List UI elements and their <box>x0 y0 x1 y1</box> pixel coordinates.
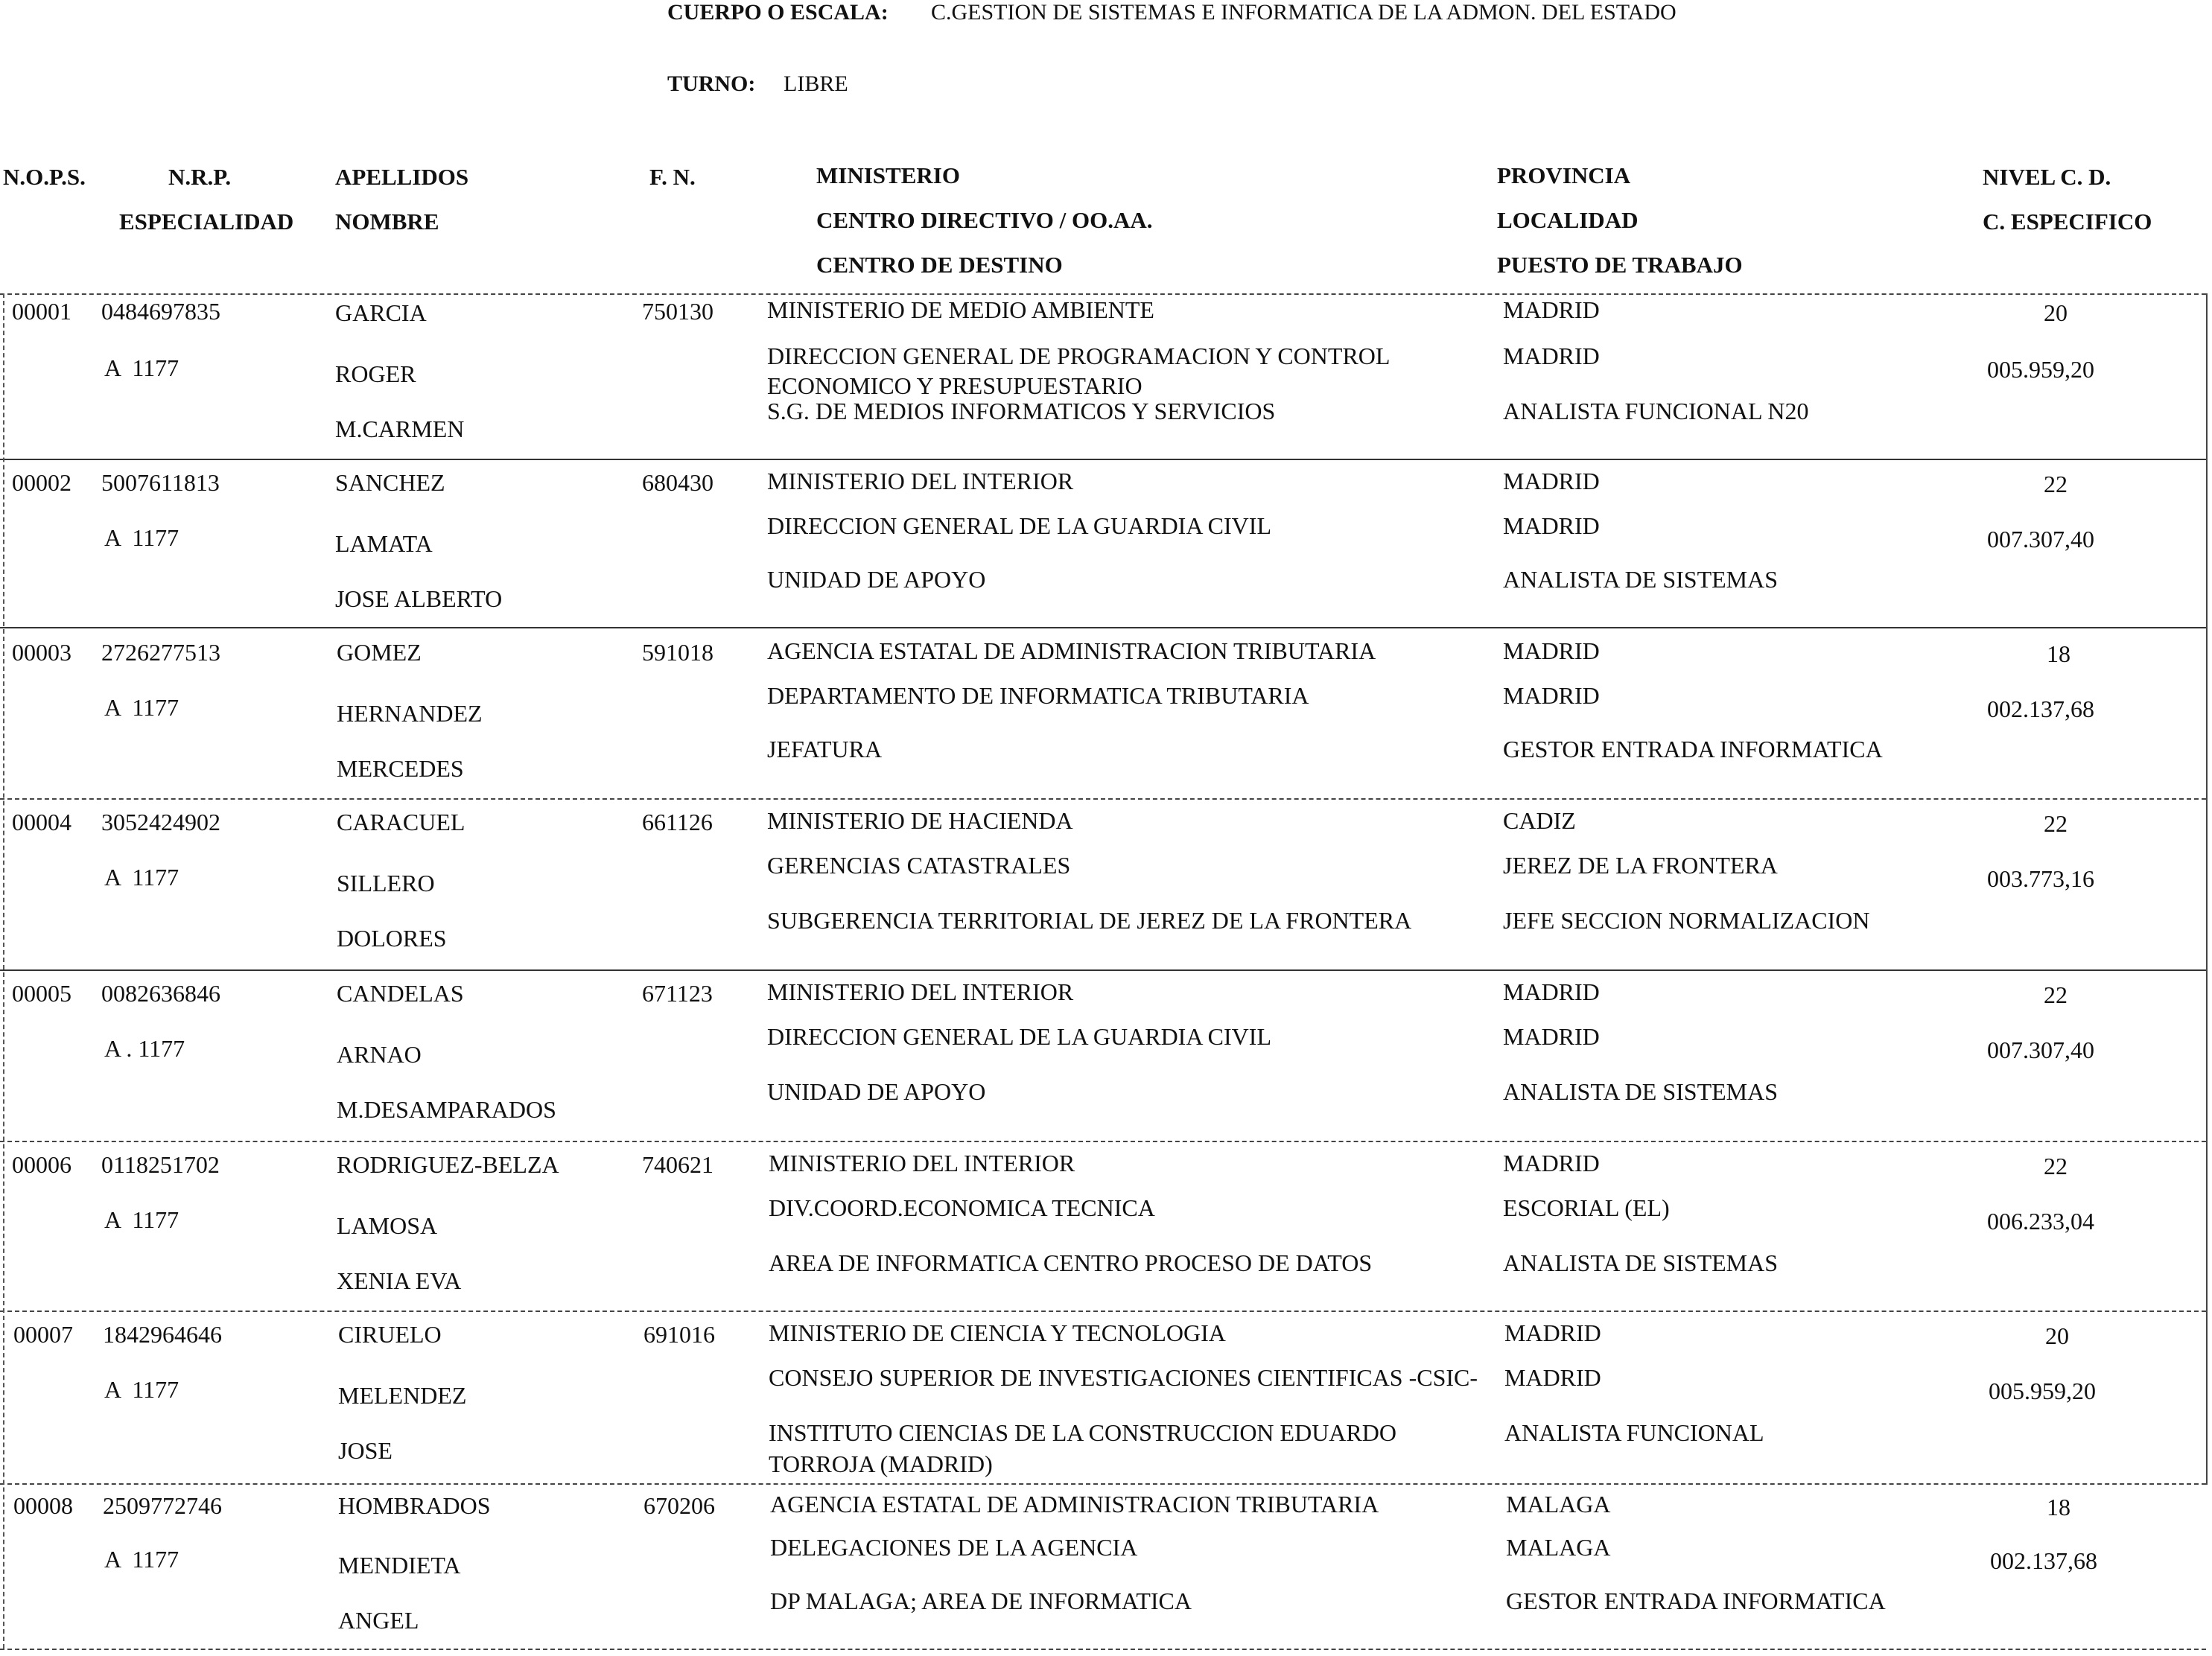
cell-centro-destino: INSTITUTO CIENCIAS DE LA CONSTRUCCION EDUARDO <box>769 1419 1396 1446</box>
cell-especifico: 005.959,20 <box>1989 1378 2096 1404</box>
row-separator <box>0 1141 2206 1142</box>
cuerpo-label: CUERPO O ESCALA: <box>667 0 889 25</box>
col-nops: N.O.P.S. <box>3 164 86 190</box>
cell-apellido1: GARCIA <box>335 299 427 326</box>
col-puesto: PUESTO DE TRABAJO <box>1497 252 1743 278</box>
cell-nivel: 22 <box>2044 471 2068 497</box>
cell-centro-destino: S.G. DE MEDIOS INFORMATICOS Y SERVICIOS <box>767 398 1276 424</box>
table-left-border <box>3 293 4 1649</box>
cell-especialidad: A 1177 <box>104 1546 179 1573</box>
cell-nombre: M.CARMEN <box>335 415 465 442</box>
cell-especialidad: A . 1177 <box>104 1035 185 1062</box>
cell-centro-destino: AREA DE INFORMATICA CENTRO PROCESO DE DATOS <box>769 1249 1373 1276</box>
row-separator <box>0 1483 2206 1485</box>
cell-provincia: MADRID <box>1503 468 1600 494</box>
row-separator <box>0 798 2206 800</box>
cell-apellido2: MENDIETA <box>338 1552 461 1579</box>
cell-nrp: 0118251702 <box>101 1151 220 1178</box>
cuerpo-value: C.GESTION DE SISTEMAS E INFORMATICA DE LA ADMON. DEL ESTADO <box>931 0 1677 25</box>
cell-localidad: MADRID <box>1503 1023 1600 1050</box>
cell-centro-directivo-2: ECONOMICO Y PRESUPUESTARIO <box>767 372 1142 399</box>
cell-provincia: MADRID <box>1503 296 1600 323</box>
cell-centro-directivo: CONSEJO SUPERIOR DE INVESTIGACIONES CIENTIFICAS -CSIC- <box>769 1364 1478 1391</box>
cell-centro-directivo: DIRECCION GENERAL DE LA GUARDIA CIVIL <box>767 1023 1271 1050</box>
cell-apellido1: RODRIGUEZ-BELZA <box>337 1151 559 1178</box>
cell-puesto: ANALISTA FUNCIONAL N20 <box>1503 398 1809 424</box>
cell-localidad: JEREZ DE LA FRONTERA <box>1503 852 1778 879</box>
cell-centro-destino: SUBGERENCIA TERRITORIAL DE JEREZ DE LA FRONTERA <box>767 907 1412 934</box>
cell-puesto: GESTOR ENTRADA INFORMATICA <box>1506 1587 1886 1614</box>
cell-nombre: M.DESAMPARADOS <box>337 1096 556 1123</box>
cell-nombre: DOLORES <box>337 925 447 952</box>
cell-centro-directivo: DIRECCION GENERAL DE PROGRAMACION Y CONTROL <box>767 343 1391 369</box>
cell-especifico: 003.773,16 <box>1987 865 2094 892</box>
cell-nrp: 3052424902 <box>101 809 220 835</box>
cell-fn: 670206 <box>643 1492 715 1519</box>
cell-fn: 591018 <box>642 639 714 666</box>
cell-provincia: MADRID <box>1503 637 1600 664</box>
cell-localidad: MADRID <box>1503 512 1600 539</box>
cell-especialidad: A 1177 <box>104 1376 179 1403</box>
col-especialidad: ESPECIALIDAD <box>119 208 294 235</box>
row-separator <box>0 1311 2206 1312</box>
cell-fn: 680430 <box>642 469 714 496</box>
col-nombre: NOMBRE <box>335 208 439 235</box>
cell-nrp: 2726277513 <box>101 639 220 666</box>
cell-fn: 740621 <box>642 1151 714 1178</box>
cell-apellido2: LAMOSA <box>337 1212 438 1239</box>
turno-value: LIBRE <box>784 71 848 96</box>
cell-centro-destino: DP MALAGA; AREA DE INFORMATICA <box>770 1587 1192 1614</box>
row-separator <box>0 1649 2206 1650</box>
cell-localidad: ESCORIAL (EL) <box>1503 1194 1670 1221</box>
table-right-border <box>2206 293 2208 1485</box>
cell-nivel: 18 <box>2047 1494 2070 1520</box>
cell-nops: 00004 <box>12 809 71 835</box>
cell-apellido1: SANCHEZ <box>335 469 445 496</box>
cell-apellido2: ARNAO <box>337 1041 422 1068</box>
cell-centro-directivo: DELEGACIONES DE LA AGENCIA <box>770 1534 1138 1561</box>
cell-apellido2: LAMATA <box>335 530 433 557</box>
cell-nops: 00005 <box>12 980 71 1007</box>
row-separator <box>0 293 2206 295</box>
cell-nops: 00003 <box>12 639 71 666</box>
col-provincia: PROVINCIA <box>1497 162 1631 188</box>
cell-provincia: MADRID <box>1504 1319 1601 1346</box>
cell-fn: 671123 <box>642 980 713 1007</box>
cell-especialidad: A 1177 <box>104 354 179 381</box>
cell-ministerio: MINISTERIO DEL INTERIOR <box>767 468 1074 494</box>
col-centro-destino: CENTRO DE DESTINO <box>816 252 1063 278</box>
cell-provincia: CADIZ <box>1503 807 1576 834</box>
cell-nivel: 22 <box>2044 810 2068 837</box>
cell-ministerio: MINISTERIO DEL INTERIOR <box>767 978 1074 1005</box>
cell-nivel: 22 <box>2044 981 2068 1008</box>
cell-nops: 00006 <box>12 1151 71 1178</box>
cell-localidad: MADRID <box>1503 682 1600 709</box>
col-fn: F. N. <box>649 164 696 190</box>
cell-nops: 00001 <box>12 298 71 325</box>
row-separator <box>0 969 2206 971</box>
cell-apellido2: ROGER <box>335 360 416 387</box>
cell-centro-directivo: DEPARTAMENTO DE INFORMATICA TRIBUTARIA <box>767 682 1309 709</box>
cell-nops: 00007 <box>13 1321 73 1348</box>
cell-nombre: JOSE ALBERTO <box>335 585 503 612</box>
cell-puesto: ANALISTA DE SISTEMAS <box>1503 566 1779 593</box>
cell-localidad: MADRID <box>1504 1364 1601 1391</box>
cell-fn: 750130 <box>642 298 714 325</box>
cell-fn: 661126 <box>642 809 713 835</box>
cell-nombre: ANGEL <box>338 1607 419 1634</box>
cell-nrp: 2509772746 <box>103 1492 222 1519</box>
cell-centro-destino: JEFATURA <box>767 736 883 762</box>
cell-nops: 00002 <box>12 469 71 496</box>
cell-apellido2: SILLERO <box>337 870 435 897</box>
cell-puesto: JEFE SECCION NORMALIZACION <box>1503 907 1870 934</box>
cell-especialidad: A 1177 <box>104 524 179 551</box>
cell-nombre: XENIA EVA <box>337 1267 462 1294</box>
cell-nivel: 20 <box>2044 299 2068 326</box>
cell-ministerio: MINISTERIO DE MEDIO AMBIENTE <box>767 296 1154 323</box>
cell-puesto: ANALISTA DE SISTEMAS <box>1503 1249 1779 1276</box>
cell-localidad: MADRID <box>1503 343 1600 369</box>
cell-centro-destino: UNIDAD DE APOYO <box>767 1078 986 1105</box>
cell-especifico: 006.233,04 <box>1987 1208 2094 1235</box>
cell-nrp: 0484697835 <box>101 298 220 325</box>
col-nivel: NIVEL C. D. <box>1983 164 2111 190</box>
cell-especifico: 002.137,68 <box>1987 695 2094 722</box>
cell-ministerio: AGENCIA ESTATAL DE ADMINISTRACION TRIBUTARIA <box>767 637 1376 664</box>
cell-especialidad: A 1177 <box>104 694 179 721</box>
cell-apellido1: CIRUELO <box>338 1321 442 1348</box>
cell-nrp: 0082636846 <box>101 980 220 1007</box>
cell-centro-directivo: DIRECCION GENERAL DE LA GUARDIA CIVIL <box>767 512 1271 539</box>
cell-ministerio: MINISTERIO DEL INTERIOR <box>769 1150 1075 1176</box>
col-nrp: N.R.P. <box>168 164 232 190</box>
cell-centro-destino: UNIDAD DE APOYO <box>767 566 986 593</box>
cell-puesto: ANALISTA DE SISTEMAS <box>1503 1078 1779 1105</box>
cell-nrp: 5007611813 <box>101 469 220 496</box>
cell-provincia: MADRID <box>1503 978 1600 1005</box>
cell-localidad: MALAGA <box>1506 1534 1611 1561</box>
cell-especifico: 005.959,20 <box>1987 356 2094 383</box>
cell-nombre: MERCEDES <box>337 755 464 782</box>
cell-nivel: 22 <box>2044 1153 2068 1179</box>
cell-nivel: 18 <box>2047 640 2070 667</box>
cell-centro-destino-2: TORROJA (MADRID) <box>769 1450 993 1477</box>
cell-especifico: 007.307,40 <box>1987 526 2094 552</box>
cell-apellido2: MELENDEZ <box>338 1382 467 1409</box>
col-especifico: C. ESPECIFICO <box>1983 208 2152 235</box>
col-ministerio: MINISTERIO <box>816 162 960 188</box>
cell-nrp: 1842964646 <box>103 1321 222 1348</box>
row-separator <box>0 459 2206 460</box>
cell-nombre: JOSE <box>338 1437 392 1464</box>
cell-ministerio: AGENCIA ESTATAL DE ADMINISTRACION TRIBUTARIA <box>770 1491 1379 1518</box>
cell-especifico: 002.137,68 <box>1990 1547 2097 1574</box>
cell-apellido1: CARACUEL <box>337 809 465 835</box>
cell-provincia: MALAGA <box>1506 1491 1611 1518</box>
cell-apellido1: GOMEZ <box>337 639 422 666</box>
cell-apellido1: HOMBRADOS <box>338 1492 491 1519</box>
cell-especifico: 007.307,40 <box>1987 1036 2094 1063</box>
cell-fn: 691016 <box>643 1321 715 1348</box>
cell-puesto: ANALISTA FUNCIONAL <box>1504 1419 1764 1446</box>
cell-ministerio: MINISTERIO DE HACIENDA <box>767 807 1073 834</box>
cell-apellido1: CANDELAS <box>337 980 464 1007</box>
cell-nivel: 20 <box>2045 1322 2069 1349</box>
cell-provincia: MADRID <box>1503 1150 1600 1176</box>
cell-centro-directivo: GERENCIAS CATASTRALES <box>767 852 1071 879</box>
cell-especialidad: A 1177 <box>104 864 179 891</box>
cell-apellido2: HERNANDEZ <box>337 700 483 727</box>
col-centro-directivo: CENTRO DIRECTIVO / OO.AA. <box>816 207 1153 233</box>
col-apellidos: APELLIDOS <box>335 164 469 190</box>
cell-ministerio: MINISTERIO DE CIENCIA Y TECNOLOGIA <box>769 1319 1226 1346</box>
cell-nops: 00008 <box>13 1492 73 1519</box>
turno-label: TURNO: <box>667 71 756 96</box>
row-separator <box>0 627 2206 628</box>
cell-centro-directivo: DIV.COORD.ECONOMICA TECNICA <box>769 1194 1155 1221</box>
cell-especialidad: A 1177 <box>104 1206 179 1233</box>
cell-puesto: GESTOR ENTRADA INFORMATICA <box>1503 736 1883 762</box>
col-localidad: LOCALIDAD <box>1497 207 1639 233</box>
